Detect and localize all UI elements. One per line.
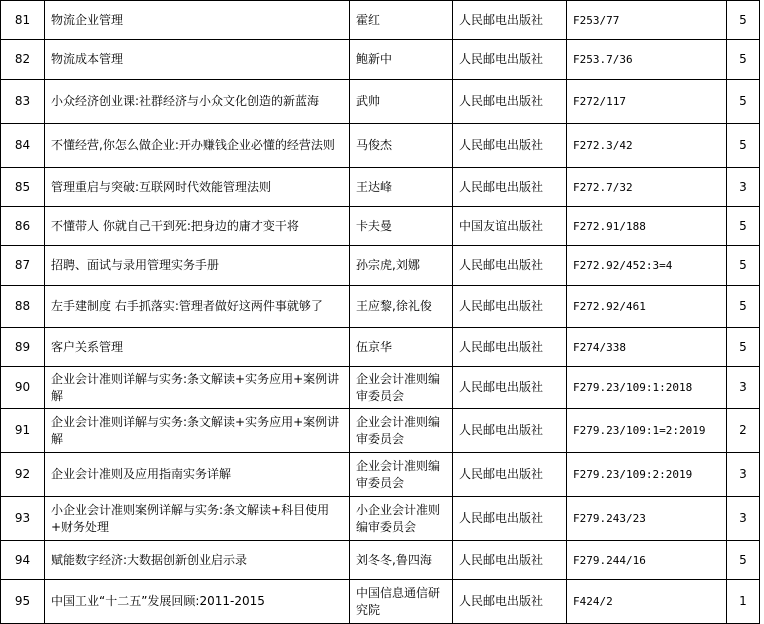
book-title: 小企业会计准则案例详解与实务:条文解读+科目使用+财务处理	[45, 497, 350, 541]
book-title: 不懂带人 你就自己干到死:把身边的庸才变干将	[45, 207, 350, 246]
book-publisher: 人民邮电出版社	[453, 453, 567, 497]
table-row	[1, 40, 760, 80]
row-number: 85	[1, 168, 45, 207]
book-publisher: 人民邮电出版社	[453, 124, 567, 168]
call-number: F279.23/109:1:2018	[567, 367, 727, 409]
book-title: 不懂经营,你怎么做企业:开办赚钱企业必懂的经营法则	[45, 124, 350, 168]
call-number: F253/77	[567, 1, 727, 40]
copy-count: 5	[727, 1, 760, 40]
book-title: 左手建制度 右手抓落实:管理者做好这两件事就够了	[45, 286, 350, 328]
copy-count: 3	[727, 497, 760, 541]
table-row	[1, 453, 760, 497]
call-number: F272.91/188	[567, 207, 727, 246]
copy-count: 5	[727, 541, 760, 580]
call-number: F424/2	[567, 580, 727, 624]
book-publisher: 人民邮电出版社	[453, 541, 567, 580]
table-row	[1, 328, 760, 367]
table-row	[1, 409, 760, 453]
table-row	[1, 124, 760, 168]
row-number: 95	[1, 580, 45, 624]
book-title: 赋能数字经济:大数据创新创业启示录	[45, 541, 350, 580]
book-author: 企业会计准则编审委员会	[350, 409, 453, 453]
book-publisher: 人民邮电出版社	[453, 328, 567, 367]
book-publisher: 人民邮电出版社	[453, 286, 567, 328]
row-number: 87	[1, 246, 45, 286]
book-title: 企业会计准则及应用指南实务详解	[45, 453, 350, 497]
copy-count: 5	[727, 286, 760, 328]
row-number: 82	[1, 40, 45, 80]
call-number: F272.92/461	[567, 286, 727, 328]
book-title: 管理重启与突破:互联网时代效能管理法则	[45, 168, 350, 207]
copy-count: 3	[727, 367, 760, 409]
table-row	[1, 246, 760, 286]
row-number: 89	[1, 328, 45, 367]
book-author: 卡夫曼	[350, 207, 453, 246]
table-row	[1, 207, 760, 246]
book-publisher: 人民邮电出版社	[453, 246, 567, 286]
table-row	[1, 286, 760, 328]
book-publisher: 人民邮电出版社	[453, 367, 567, 409]
book-author: 王应黎,徐礼俊	[350, 286, 453, 328]
book-publisher: 人民邮电出版社	[453, 580, 567, 624]
row-number: 92	[1, 453, 45, 497]
copy-count: 5	[727, 328, 760, 367]
copy-count: 5	[727, 246, 760, 286]
copy-count: 3	[727, 168, 760, 207]
table-body	[1, 1, 760, 624]
book-publisher: 人民邮电出版社	[453, 168, 567, 207]
copy-count: 5	[727, 207, 760, 246]
book-author: 马俊杰	[350, 124, 453, 168]
book-publisher: 中国友谊出版社	[453, 207, 567, 246]
book-title: 企业会计准则详解与实务:条文解读+实务应用+案例讲解	[45, 367, 350, 409]
call-number: F272.92/452:3=4	[567, 246, 727, 286]
copy-count: 5	[727, 80, 760, 124]
book-publisher: 人民邮电出版社	[453, 40, 567, 80]
book-author: 鲍新中	[350, 40, 453, 80]
book-publisher: 人民邮电出版社	[453, 80, 567, 124]
table-row	[1, 497, 760, 541]
book-author: 王达峰	[350, 168, 453, 207]
row-number: 86	[1, 207, 45, 246]
row-number: 94	[1, 541, 45, 580]
book-title: 物流成本管理	[45, 40, 350, 80]
book-title: 物流企业管理	[45, 1, 350, 40]
call-number: F272.3/42	[567, 124, 727, 168]
book-title: 客户关系管理	[45, 328, 350, 367]
copy-count: 5	[727, 124, 760, 168]
table-row	[1, 367, 760, 409]
book-title: 企业会计准则详解与实务:条文解读+实务应用+案例讲解	[45, 409, 350, 453]
book-author: 企业会计准则编审委员会	[350, 367, 453, 409]
table-row	[1, 1, 760, 40]
call-number: F274/338	[567, 328, 727, 367]
call-number: F279.243/23	[567, 497, 727, 541]
copy-count: 2	[727, 409, 760, 453]
book-author: 霍红	[350, 1, 453, 40]
book-publisher: 人民邮电出版社	[453, 409, 567, 453]
call-number: F272/117	[567, 80, 727, 124]
call-number: F253.7/36	[567, 40, 727, 80]
book-author: 刘冬冬,鲁四海	[350, 541, 453, 580]
row-number: 81	[1, 1, 45, 40]
call-number: F279.23/109:2:2019	[567, 453, 727, 497]
book-publisher: 人民邮电出版社	[453, 497, 567, 541]
book-author: 中国信息通信研究院	[350, 580, 453, 624]
book-title: 小众经济创业课:社群经济与小众文化创造的新蓝海	[45, 80, 350, 124]
book-author: 孙宗虎,刘娜	[350, 246, 453, 286]
row-number: 90	[1, 367, 45, 409]
call-number: F279.244/16	[567, 541, 727, 580]
row-number: 93	[1, 497, 45, 541]
call-number: F279.23/109:1=2:2019	[567, 409, 727, 453]
book-author: 伍京华	[350, 328, 453, 367]
book-title: 中国工业“十二五”发展回顾:2011-2015	[45, 580, 350, 624]
table-row	[1, 80, 760, 124]
row-number: 84	[1, 124, 45, 168]
book-title: 招聘、面试与录用管理实务手册	[45, 246, 350, 286]
copy-count: 3	[727, 453, 760, 497]
book-publisher: 人民邮电出版社	[453, 1, 567, 40]
row-number: 91	[1, 409, 45, 453]
row-number: 83	[1, 80, 45, 124]
call-number: F272.7/32	[567, 168, 727, 207]
table-row	[1, 541, 760, 580]
row-number: 88	[1, 286, 45, 328]
table-row	[1, 168, 760, 207]
book-author: 企业会计准则编审委员会	[350, 453, 453, 497]
book-author: 武帅	[350, 80, 453, 124]
copy-count: 1	[727, 580, 760, 624]
table-row	[1, 580, 760, 624]
copy-count: 5	[727, 40, 760, 80]
book-author: 小企业会计准则编审委员会	[350, 497, 453, 541]
